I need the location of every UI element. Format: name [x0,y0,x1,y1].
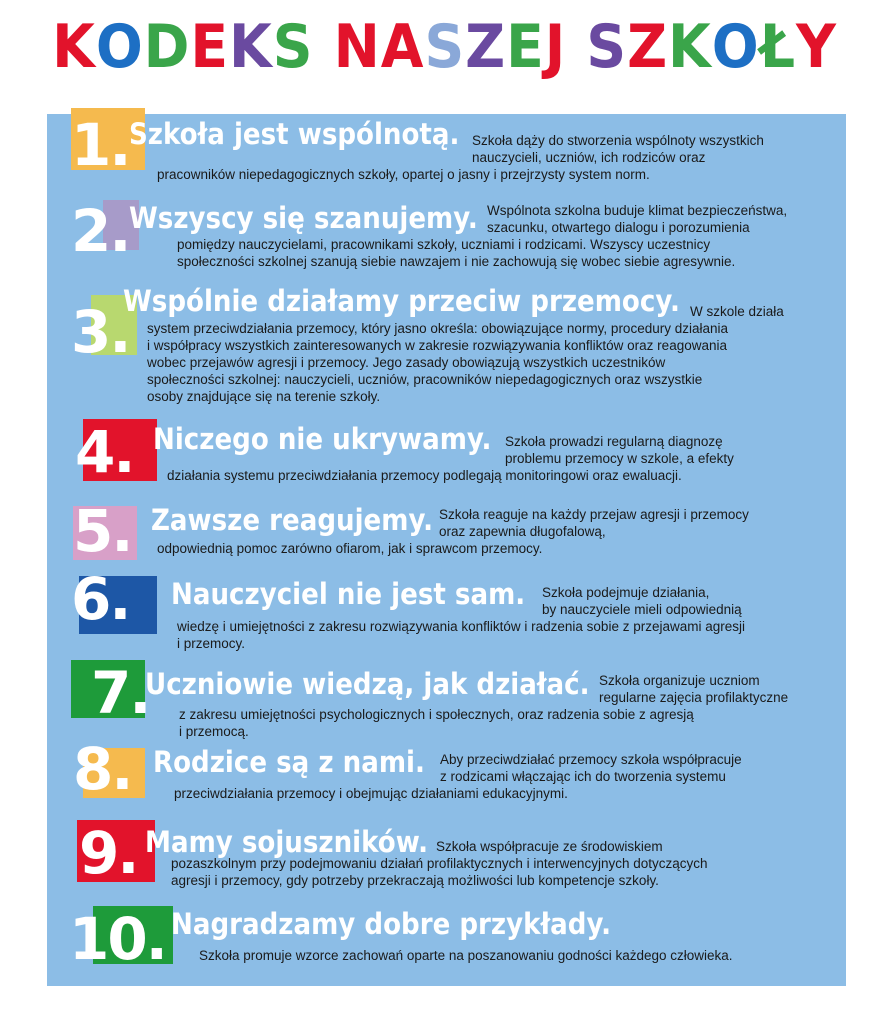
item-number-10: 10. [69,905,166,973]
title-letter: D [143,12,191,82]
item-text-9-line-1: Szkoła współpracuje ze środowiskiem [436,839,663,854]
title-letter: Z [627,12,669,82]
item-text-9-line-2: pozaszkolnym przy podejmowaniu działań profilaktycznych i interwencyjnych dotyczących [171,856,708,871]
item-text-3-line-5: społeczności szkolnej: nauczycieli, uczniów, pracowników niepedagogicznych oraz wszystkie [147,372,703,387]
item-text-7-line-4: i przemocą. [179,724,249,739]
page-title [36,12,854,82]
item-heading-5: Zawsze reagujemy. [151,503,433,537]
item-text-3-line-4: wobec przejawów agresji i przemocy. Jego zasady obowiązują wszystkich uczestników [147,355,666,370]
item-text-5-line-3: odpowiednią pomoc zarówno ofiarom, jak i sprawcom przemocy. [157,541,543,556]
item-text-4-line-3: działania systemu przeciwdziałania przemocy podlegają monitoringowi oraz ewaluacji. [167,468,682,483]
title-letter: Y [795,12,837,82]
item-number-2: 2. [71,197,130,265]
item-text-2-line-2: szacunku, otwartego dialogu i porozumienia [487,220,750,235]
item-text-6-line-4: i przemocy. [177,636,246,651]
item-text-7-line-3: z zakresu umiejętności psychologicznych i społecznych, oraz radzenia sobie z agresją [179,707,694,722]
title-letter: O [711,12,760,82]
title-letter: K [668,12,712,82]
item-number-6: 6. [71,565,130,633]
title-letter [313,12,333,82]
item-text-5-line-1: Szkoła reaguje na każdy przejaw agresji i przemocy [439,507,749,522]
item-number-5: 5. [73,497,132,565]
item-text-3-line-3: i współpracy wszystkich zainteresowanych w zakresie rozwiązywania konfliktów oraz reagowania [147,338,727,353]
item-text-3-line-1: W szkole działa [690,304,784,319]
item-text-4-line-2: problemu przemocy w szkole, a efekty [505,451,734,466]
code-panel [47,111,846,986]
title-letter: K [52,12,96,82]
title-letter: J [544,12,567,82]
item-text-10-line-1: Szkoła promuje wzorce zachowań oparte na poszanowaniu godności każdego człowieka. [199,948,733,963]
item-text-2-line-3: pomiędzy nauczycielami, pracownikami szkoły, uczniami i rodzicami. Wszyscy uczestnicy [177,237,711,252]
item-text-4-line-1: Szkoła prowadzi regularną diagnozę [505,434,723,449]
item-number-1: 1. [71,111,130,179]
item-number-9: 9. [79,819,138,887]
item-text-2-line-1: Wspólnota szkolna buduje klimat bezpieczeństwa, [487,203,788,218]
item-text-6-line-2: by nauczyciele mieli odpowiednią [542,602,742,617]
item-text-8-line-1: Aby przeciwdziałać przemocy szkoła współpracuje [440,752,742,767]
item-text-2-line-4: społeczności szkolnej szanują siebie nawzajem i nie zachowują się wobec siebie agresywnie. [177,254,736,269]
item-text-6-line-1: Szkoła podejmuje działania, [542,585,710,600]
item-number-3: 3. [71,298,130,366]
item-heading-8: Rodzice są z nami. [153,745,425,779]
title-letter: Z [465,12,507,82]
item-text-6-line-3: wiedzę i umiejętności z zakresu rozwiązywania konfliktów i radzenia sobie z przejawami agresji [177,619,745,634]
item-text-5-line-2: oraz zapewnia długofalową, [439,524,606,539]
item-heading-6: Nauczyciel nie jest sam. [171,577,526,611]
title-letter: E [506,12,545,82]
item-text-1-line-2: nauczycieli, uczniów, ich rodziców oraz [472,150,706,165]
title-letter [566,12,586,82]
item-heading-3: Wspólnie działamy przeciw przemocy. [123,284,680,318]
item-text-1-line-1: Szkoła dąży do stworzenia wspólnoty wszystkich [472,133,764,148]
item-text-7-line-2: regularne zajęcia profilaktyczne [599,690,789,705]
item-text-7-line-1: Szkoła organizuje uczniom [599,673,760,688]
item-number-7: 7. [91,659,150,727]
item-number-8: 8. [73,735,132,803]
item-text-1-line-3: pracowników niepedagogicznych szkoły, opartej o jasny i przejrzysty system norm. [157,167,650,182]
item-heading-1: Szkoła jest wspólnotą. [129,117,460,151]
title-letter: A [380,12,425,82]
title-letter: N [333,12,381,82]
item-heading-7: Uczniowie wiedzą, jak działać. [145,667,590,701]
item-heading-9: Mamy sojuszników. [145,825,429,859]
title-letter: S [586,12,628,82]
item-heading-10: Nagradzamy dobre przykłady. [171,907,612,941]
item-number-4: 4. [75,418,134,486]
item-text-3-line-2: system przeciwdziałania przemocy, który jasno określa: obowiązujące normy, procedury działania [147,321,729,336]
item-text-3-line-6: osoby znajdujące się na terenie szkoły. [147,389,381,404]
item-text-8-line-2: z rodzicami włączając ich do tworzenia systemu [440,769,726,784]
title-letter: E [190,12,230,82]
title-letter: Ł [759,12,796,82]
item-text-9-line-3: agresji i przemocy, gdy potrzeby przekraczają możliwości lub kompetencje szkoły. [171,873,659,888]
item-text-8-line-3: przeciwdziałania przemocy i obejmując działaniami edukacyjnymi. [174,786,568,801]
title-letter: K [229,12,273,82]
title-letter: S [272,12,314,82]
title-letter: S [424,12,466,82]
title-letter: O [95,12,144,82]
item-heading-4: Niczego nie ukrywamy. [153,422,492,456]
item-heading-2: Wszyscy się szanujemy. [129,201,478,235]
